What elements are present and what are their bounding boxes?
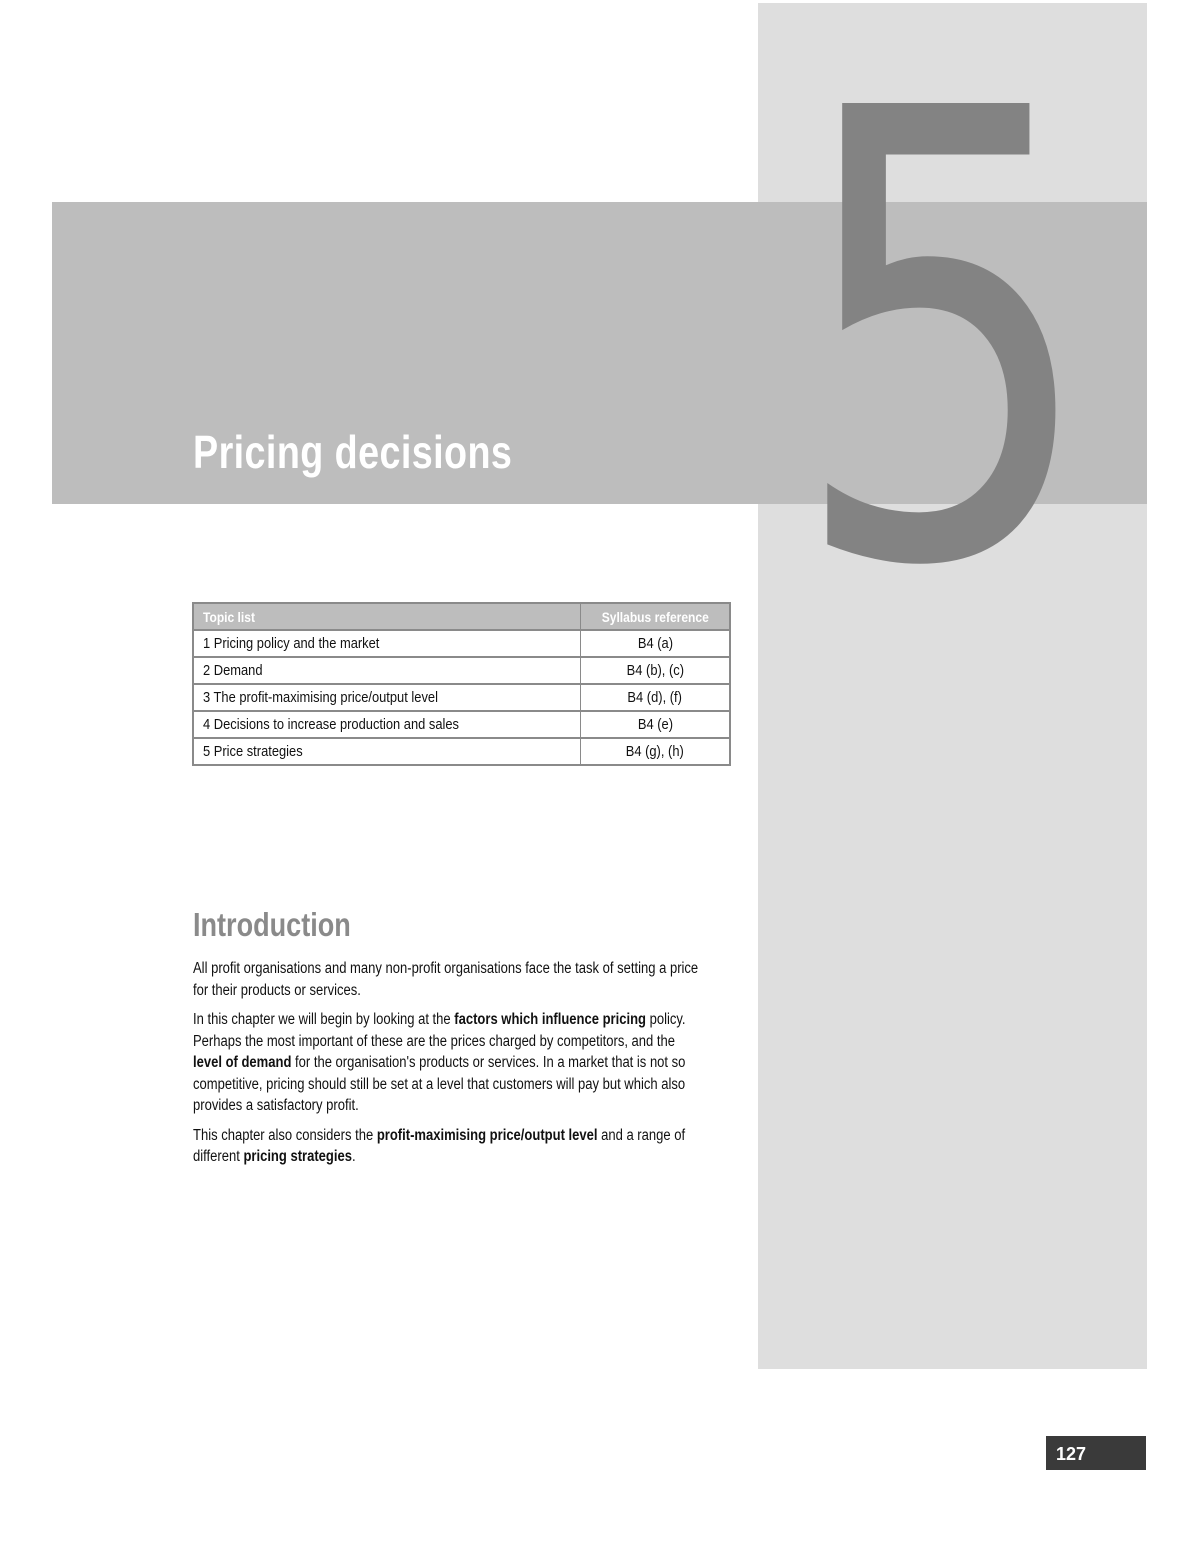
table-header-row bbox=[193, 603, 730, 630]
emphasis-factors: factors which influence pricing bbox=[454, 1011, 646, 1028]
page-number: 127 bbox=[1056, 1444, 1087, 1464]
emphasis-strategies: pricing strategies bbox=[243, 1148, 352, 1165]
topic-cell: 3 The profit-maximising price/output level bbox=[193, 684, 581, 711]
reference-cell: B4 (d), (f) bbox=[581, 684, 731, 711]
table-row bbox=[193, 711, 730, 738]
syllabus-reference-header: Syllabus reference bbox=[581, 603, 731, 630]
emphasis-demand: level of demand bbox=[193, 1054, 292, 1071]
chapter-title: Pricing decisions bbox=[193, 426, 513, 478]
topic-cell: 4 Decisions to increase production and sales bbox=[193, 711, 581, 738]
reference-cell: B4 (g), (h) bbox=[581, 738, 731, 765]
introduction-heading: Introduction bbox=[193, 906, 351, 943]
topic-list-table bbox=[192, 602, 731, 766]
topic-cell: 2 Demand bbox=[193, 657, 581, 684]
intro-paragraph-1: All profit organisations and many non-profit organisations face the task of setting a price for their products or services. bbox=[193, 960, 699, 999]
table-row bbox=[193, 684, 730, 711]
topic-list-header: Topic list bbox=[193, 603, 581, 630]
reference-cell: B4 (e) bbox=[581, 711, 731, 738]
introduction-body bbox=[193, 958, 705, 1176]
reference-cell: B4 (a) bbox=[581, 630, 731, 657]
chapter-number: 5 bbox=[790, 0, 1098, 702]
table-row bbox=[193, 738, 730, 765]
page-number-badge bbox=[1046, 1436, 1146, 1470]
reference-cell: B4 (b), (c) bbox=[581, 657, 731, 684]
intro-paragraph-2: In this chapter we will begin by looking at the factors which influence pricing policy. Perhaps the most important of these are the prices charged by competitors, and the level of demand for the organisation's products or services. In a market that is not so competitive, pricing should still be set at a level that customers will pay but which also provides a satisfactory profit. bbox=[193, 1011, 686, 1114]
table-row bbox=[193, 657, 730, 684]
emphasis-profit-max: profit-maximising price/output level bbox=[376, 1126, 598, 1144]
table-row bbox=[193, 630, 730, 657]
intro-paragraph-3: This chapter also considers the profit-maximising price/output level and a range of different pricing strategies. bbox=[193, 1126, 686, 1165]
topic-cell: 1 Pricing policy and the market bbox=[193, 630, 581, 657]
topic-cell: 5 Price strategies bbox=[193, 738, 581, 765]
